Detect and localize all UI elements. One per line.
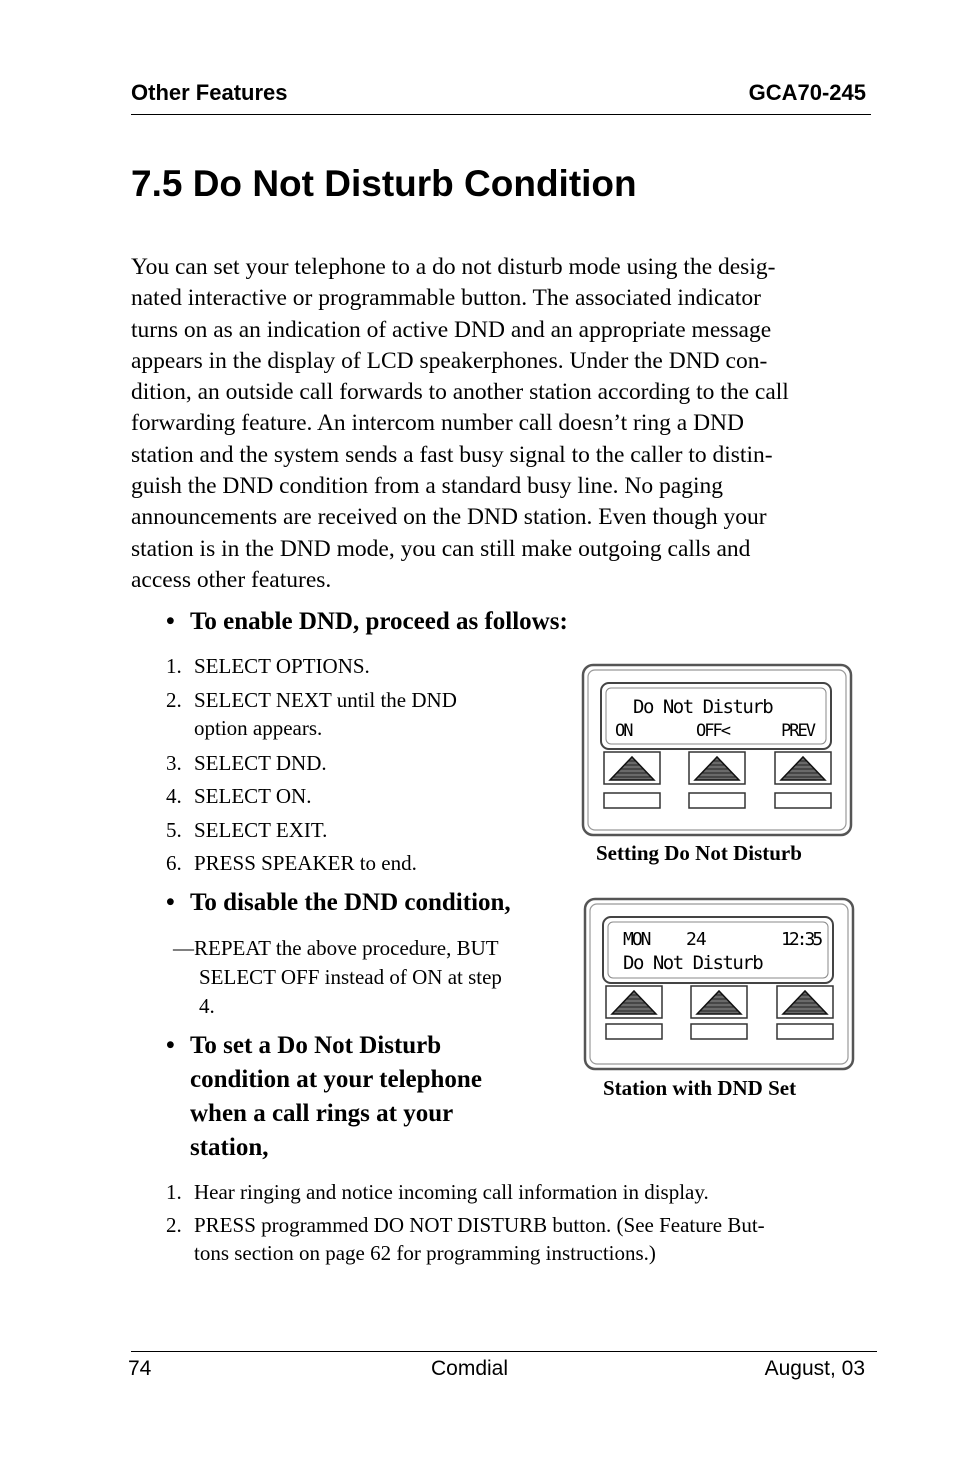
step-text-continued: tons section on page 62 for programming instructions.)	[194, 1241, 656, 1265]
interactive-button-3	[775, 752, 831, 784]
interactive-button-3	[777, 986, 833, 1018]
soft-key-label-on: ON	[615, 721, 632, 741]
lcd-text-line2: Do Not Disturb	[623, 952, 763, 974]
lcd-text-line1: Do Not Disturb	[633, 696, 773, 718]
bullet-dot: •	[166, 608, 175, 635]
disable-line: —REPEAT the above procedure, BUT	[173, 936, 499, 960]
enable-dnd-heading	[166, 605, 568, 639]
footer-rule	[131, 1351, 877, 1352]
step-number: 3.	[166, 751, 182, 775]
header-rule	[131, 114, 871, 115]
step-number: 2.	[166, 1213, 182, 1237]
step-text-continued: option appears.	[194, 716, 323, 740]
list-item	[166, 749, 327, 777]
intro-line: dition, an outside call forwards to another station according to the call	[131, 379, 789, 406]
step-text: SELECT NEXT until the DND	[194, 688, 457, 712]
intro-line: turns on as an indication of active DND and an appropriate message	[131, 316, 772, 343]
interactive-button-2	[691, 986, 747, 1018]
ringing-heading-line: condition at your telephone	[190, 1066, 482, 1093]
figure2-caption: Station with DND Set	[603, 1076, 797, 1100]
soft-key-label-prev: PREV	[781, 721, 814, 741]
list-item	[166, 816, 327, 844]
button-label-slot	[604, 793, 660, 808]
interactive-button-1	[604, 752, 660, 784]
step-text: SELECT EXIT.	[194, 818, 328, 842]
step-text: PRESS programmed DO NOT DISTURB button. (See Feature But-	[194, 1213, 765, 1237]
step-number: 2.	[166, 688, 182, 712]
footer-company: Comdial	[431, 1357, 509, 1380]
step-number: 1.	[166, 654, 182, 678]
ringing-dnd-heading	[166, 1029, 482, 1165]
disable-line: SELECT OFF instead of ON at step	[199, 965, 502, 989]
interactive-button-1	[606, 986, 662, 1018]
button-label-slot	[606, 1024, 662, 1039]
interactive-button-2	[689, 752, 745, 784]
ringing-heading-line: when a call rings at your	[190, 1100, 454, 1127]
phone-display-figure-dnd-set	[583, 897, 857, 1073]
intro-line: You can set your telephone to a do not disturb mode using the desig-	[131, 254, 776, 280]
list-item	[166, 686, 457, 742]
page-number: 74	[128, 1357, 152, 1380]
step-text: SELECT OPTIONS.	[194, 654, 370, 678]
figure1-caption: Setting Do Not Disturb	[596, 841, 802, 865]
button-label-slot	[689, 793, 745, 808]
step-number: 4.	[166, 784, 182, 808]
list-item	[166, 849, 417, 877]
disable-line: 4.	[199, 994, 215, 1018]
list-item	[166, 782, 311, 810]
step-text: SELECT DND.	[194, 751, 327, 775]
step-text: PRESS SPEAKER to end.	[194, 851, 417, 875]
bullet-dot: •	[166, 889, 175, 916]
intro-line: appears in the display of LCD speakerphones. Under the DND con-	[131, 347, 768, 374]
button-label-slot	[775, 793, 831, 808]
ringing-heading-line: station,	[190, 1134, 269, 1161]
intro-line: nated interactive or programmable button. The associated indicator	[131, 285, 761, 312]
enable-dnd-heading-text: To enable DND, proceed as follows:	[190, 608, 568, 635]
intro-line: access other features.	[131, 566, 332, 593]
soft-key-label-off: OFF<	[696, 721, 729, 741]
list-item	[166, 1211, 765, 1267]
disable-dnd-heading-text: To disable the DND condition,	[190, 889, 511, 916]
lcd-day: MON	[623, 929, 650, 950]
lcd-date: 24	[686, 929, 706, 950]
running-header-section: Other Features	[131, 80, 288, 105]
intro-line: forwarding feature. An intercom number call doesn’t ring a DND	[131, 410, 744, 437]
intro-line: station is in the DND mode, you can still make outgoing calls and	[131, 535, 751, 562]
step-number: 1.	[166, 1180, 182, 1204]
phone-display-figure-setting	[581, 663, 855, 839]
ringing-heading-line: To set a Do Not Disturb	[190, 1032, 442, 1059]
step-text: Hear ringing and notice incoming call information in display.	[194, 1180, 709, 1204]
button-label-slot	[691, 1024, 747, 1039]
lcd-time: 12:35	[781, 929, 821, 950]
disable-dnd-heading	[166, 886, 511, 920]
step-number: 5.	[166, 818, 182, 842]
list-item	[166, 652, 370, 680]
section-title: 7.5 Do Not Disturb Condition	[131, 163, 637, 204]
intro-line: station and the system sends a fast busy signal to the caller to distin-	[131, 441, 773, 468]
footer-date: August, 03	[764, 1357, 865, 1380]
step-number: 6.	[166, 851, 182, 875]
intro-line: announcements are received on the DND station. Even though your	[131, 504, 767, 531]
button-label-slot	[777, 1024, 833, 1039]
intro-paragraph	[131, 252, 866, 596]
list-item	[166, 1178, 709, 1206]
step-text: SELECT ON.	[194, 784, 312, 808]
disable-dnd-instructions	[173, 934, 502, 1021]
intro-line: guish the DND condition from a standard busy line. No paging	[131, 473, 723, 500]
bullet-dot: •	[166, 1032, 175, 1059]
running-header-doc-id: GCA70-245	[748, 80, 866, 105]
